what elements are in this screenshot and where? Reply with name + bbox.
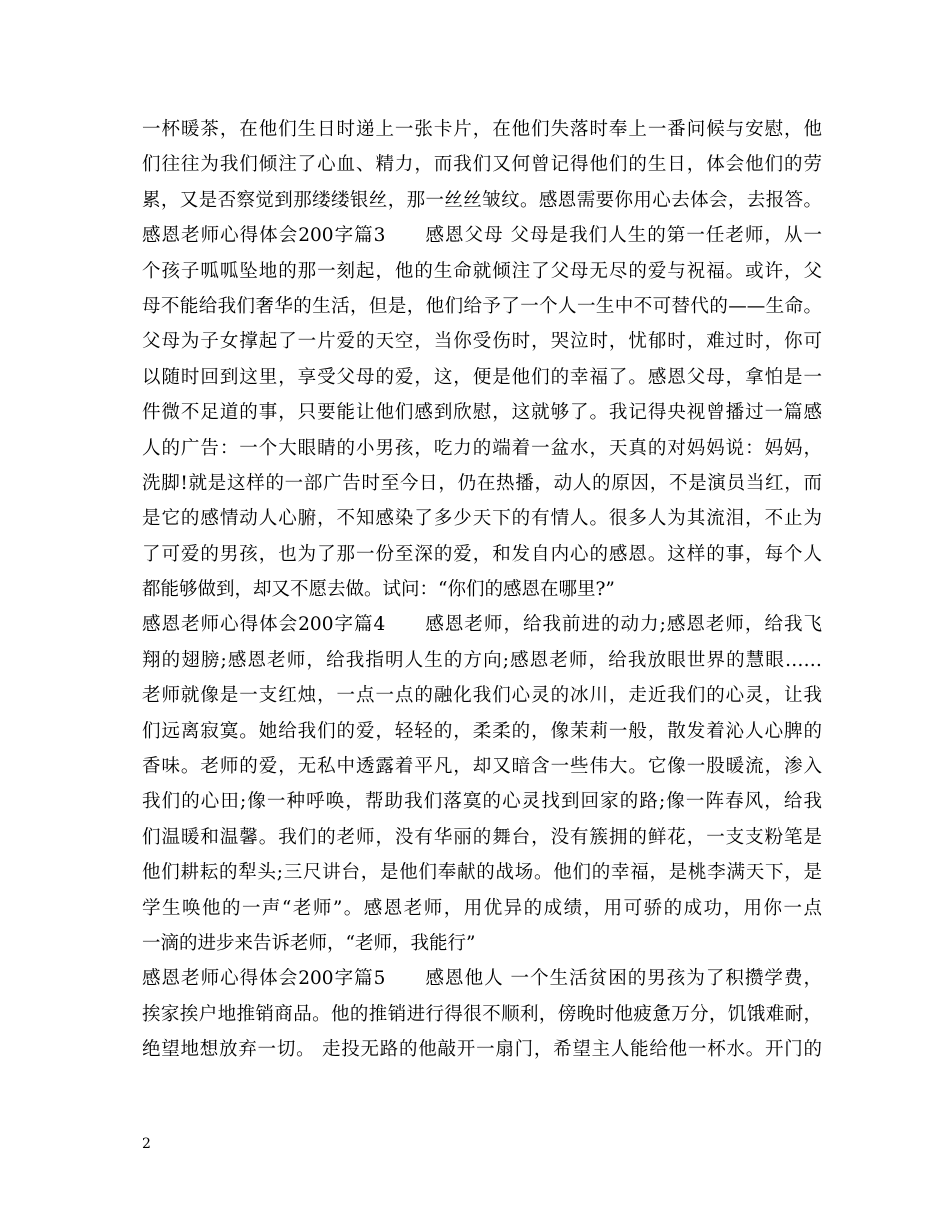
text-line: 以随时回到这里，享受父母的爱，这，便是他们的幸福了。感恩父母，拿怕是一 — [142, 366, 822, 388]
text-line: 老师就像是一支红烛，一点一点的融化我们心灵的冰川，走近我们的心灵，让我 — [142, 685, 822, 707]
document-body — [142, 112, 822, 1068]
text-line: 是它的感情动人心腑，不知感染了多少天下的有情人。很多人为其流泪，不止为 — [142, 508, 822, 530]
page-number: 2 — [142, 1136, 151, 1152]
section-heading-line: 感恩老师心得体会200字篇5 感恩他人 一个生活贫困的男孩为了积攒学费， — [142, 968, 822, 990]
text-line: 香味。老师的爱，无私中透露着平凡，却又暗含一些伟大。它像一股暖流，渗入 — [142, 756, 822, 778]
text-line: 们往往为我们倾注了心血、精力，而我们又何曾记得他们的生日，体会他们的劳 — [142, 154, 822, 176]
text-line: 们温暖和温馨。我们的老师，没有华丽的舞台，没有簇拥的鲜花，一支支粉笔是 — [142, 826, 822, 848]
text-line: 绝望地想放弃一切。 走投无路的他敲开一扇门，希望主人能给他一杯水。开门的 — [142, 1039, 822, 1061]
section-heading-line: 感恩老师心得体会200字篇4 感恩老师，给我前进的动力;感恩老师，给我飞 — [142, 614, 822, 636]
section-heading-line: 感恩老师心得体会200字篇3 感恩父母 父母是我们人生的第一任老师，从一 — [142, 225, 822, 247]
text-line: 洗脚!就是这样的一部广告时至今日，仍在热播，动人的原因，不是演员当红，而 — [142, 472, 822, 494]
text-line: 挨家挨户地推销商品。他的推销进行得很不顺利，傍晚时他疲惫万分，饥饿难耐， — [142, 1003, 822, 1025]
text-line: 学生唤他的一声“老师”。感恩老师，用优异的成绩，用可骄的成功，用你一点 — [142, 897, 822, 919]
text-line: 我们的心田;像一种呼唤，帮助我们落寞的心灵找到回家的路;像一阵春风，给我 — [142, 791, 822, 813]
text-line: 人的广告：一个大眼睛的小男孩，吃力的端着一盆水，天真的对妈妈说：妈妈， — [142, 437, 822, 459]
text-line: 父母为子女撑起了一片爱的天空，当你受伤时，哭泣时，忧郁时，难过时，你可 — [142, 331, 822, 353]
text-line: 们远离寂寞。她给我们的爱，轻轻的，柔柔的，像茉莉一般，散发着沁人心脾的 — [142, 720, 822, 742]
text-line: 个孩子呱呱坠地的那一刻起，他的生命就倾注了父母无尽的爱与祝福。或许，父 — [142, 260, 822, 282]
text-line: 母不能给我们奢华的生活，但是，他们给予了一个人一生中不可替代的——生命。 — [142, 295, 822, 317]
text-line: 累，又是否察觉到那缕缕银丝，那一丝丝皱纹。感恩需要你用心去体会，去报答。 — [142, 189, 822, 211]
text-line: 他们耕耘的犁头;三尺讲台，是他们奉献的战场。他们的幸福，是桃李满天下，是 — [142, 862, 822, 884]
text-line: 了可爱的男孩，也为了那一份至深的爱，和发自内心的感恩。这样的事，每个人 — [142, 543, 822, 565]
text-line: 一滴的进步来告诉老师，“老师，我能行” — [142, 932, 476, 954]
text-line: 都能够做到，却又不愿去做。试问：“你们的感恩在哪里?” — [142, 579, 615, 601]
text-line: 翔的翅膀;感恩老师，给我指明人生的方向;感恩老师，给我放眼世界的慧眼…… — [142, 649, 822, 671]
text-line: 一杯暖茶，在他们生日时递上一张卡片，在他们失落时奉上一番问候与安慰，他 — [142, 119, 822, 140]
text-line: 件微不足道的事，只要能让他们感到欣慰，这就够了。我记得央视曾播过一篇感 — [142, 402, 822, 424]
